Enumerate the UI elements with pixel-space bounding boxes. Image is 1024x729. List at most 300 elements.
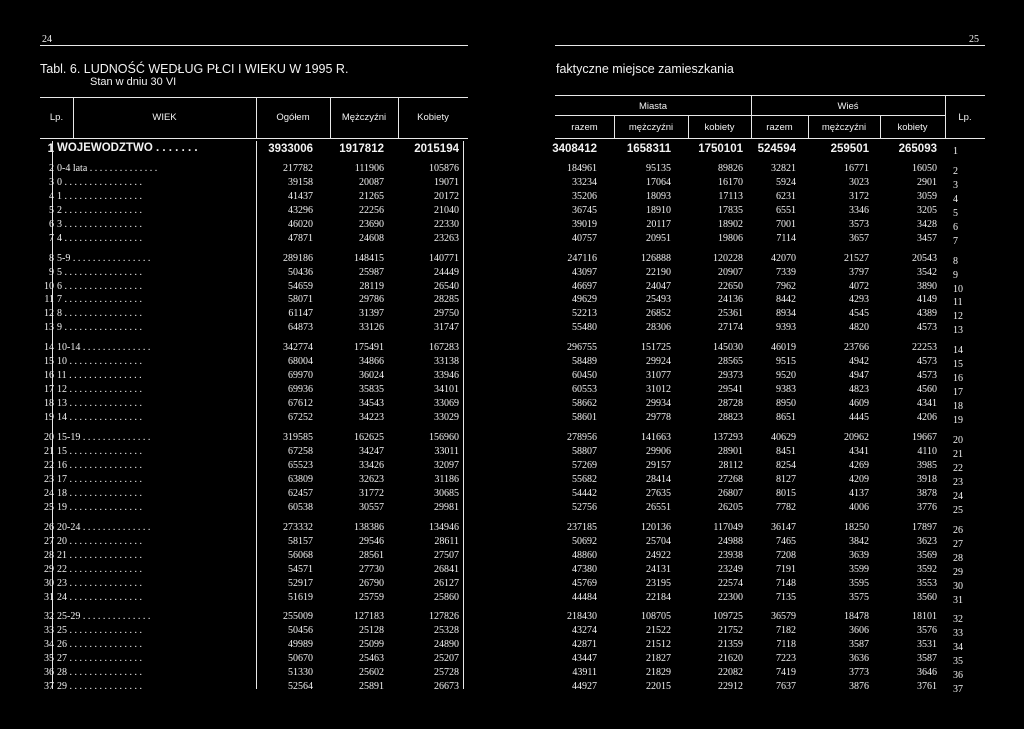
row-30-value-4: 45769 [572,578,597,589]
row-30-value-9: 3553 [917,578,937,589]
row-34-value-3: 24890 [434,639,459,650]
row-19-value-4: 58601 [572,412,597,423]
row-32-value-5: 108705 [641,611,671,622]
row-22-value-7: 8254 [776,460,796,471]
row-9-value-3: 24449 [434,267,459,278]
row-23-value-5: 28414 [646,474,671,485]
row-24-value-5: 27635 [646,488,671,499]
row-20-value-8: 20962 [844,432,869,443]
row-11-value-1: 58071 [288,294,313,305]
row-24-value-6: 26807 [718,488,743,499]
left-header-bottom-rule [40,138,468,139]
row-19-label: 14 . . . . . . . . . . . . . . . [57,412,142,423]
row-11-value-9: 4149 [917,294,937,305]
row-24-value-3: 30685 [434,488,459,499]
row-8-lp: 8 [49,253,54,264]
row-28-lp-right: 28 [953,553,963,564]
row-4-value-6: 17113 [718,191,743,202]
row-26-lp: 26 [44,522,54,533]
row-17-value-1: 69936 [288,384,313,395]
top-rule-right [555,45,985,46]
row-23-value-6: 27268 [718,474,743,485]
row-13-label: 9 . . . . . . . . . . . . . . . . [57,322,142,333]
row-14-value-1: 342774 [283,342,313,353]
row-5-value-8: 3346 [849,205,869,216]
row-4-value-4: 35206 [572,191,597,202]
row-9-value-9: 3542 [917,267,937,278]
row-10-value-5: 24047 [646,281,671,292]
row-10-lp-right: 10 [953,284,963,295]
row-22-value-3: 32097 [434,460,459,471]
row-31-value-8: 3575 [849,592,869,603]
row-22-lp-right: 22 [953,463,963,474]
row-19-value-9: 4206 [917,412,937,423]
row-2-value-3: 105876 [429,163,459,174]
row-2-value-2: 111906 [354,163,384,174]
row-13-value-1: 64873 [288,322,313,333]
row-24-value-1: 62457 [288,488,313,499]
row-24-label: 18 . . . . . . . . . . . . . . . [57,488,142,499]
row-11-value-4: 49629 [572,294,597,305]
header-miasta-mezczyzni: mężczyźni [628,122,674,133]
row-3-lp: 3 [49,177,54,188]
row-7-value-3: 23263 [434,233,459,244]
row-15-lp-right: 15 [953,359,963,370]
row-5-value-5: 18910 [646,205,671,216]
row-12-value-3: 29750 [434,308,459,319]
row-6-lp-right: 6 [953,222,958,233]
row-13-lp: 13 [44,322,54,333]
row-21-lp: 21 [44,446,54,457]
row-2-value-4: 184961 [567,163,597,174]
row-33-value-4: 43274 [572,625,597,636]
row-27-value-7: 7465 [776,536,796,547]
row-14-value-5: 151725 [641,342,671,353]
row-32-lp-right: 32 [953,614,963,625]
row-22-value-4: 57269 [572,460,597,471]
header-miasta-kobiety: kobiety [704,122,735,133]
row-16-value-3: 33946 [434,370,459,381]
row-2-value-9: 16050 [912,163,937,174]
row-37-value-6: 22912 [718,681,743,692]
row-33-value-5: 21522 [646,625,671,636]
row-2-value-8: 16771 [844,163,869,174]
row-27-value-5: 25704 [646,536,671,547]
row-27-value-3: 28611 [434,536,459,547]
row-36-value-3: 25728 [434,667,459,678]
row-20-value-2: 162625 [354,432,384,443]
row-37-lp: 37 [44,681,54,692]
row-23-value-3: 31186 [434,474,459,485]
row-31-label: 24 . . . . . . . . . . . . . . . [57,592,142,603]
row-30-label: 23 . . . . . . . . . . . . . . . [57,578,142,589]
row-1-value-6: 1750101 [698,143,743,155]
header-wies: Wieś [837,101,859,112]
row-25-value-6: 26205 [718,502,743,513]
row-9-value-2: 25987 [359,267,384,278]
row-17-value-7: 9383 [776,384,796,395]
row-10-value-4: 46697 [572,281,597,292]
row-18-value-1: 67612 [288,398,313,409]
row-23-value-4: 55682 [572,474,597,485]
row-20-value-7: 40629 [771,432,796,443]
row-8-value-5: 126888 [641,253,671,264]
left-body-right-edge [463,141,464,689]
row-18-value-3: 33069 [434,398,459,409]
row-13-value-9: 4573 [917,322,937,333]
row-29-label: 22 . . . . . . . . . . . . . . . [57,564,142,575]
row-10-value-1: 54659 [288,281,313,292]
row-20-label: 15-19 . . . . . . . . . . . . . . [57,432,151,443]
row-34-value-8: 3587 [849,639,869,650]
row-20-value-3: 156960 [429,432,459,443]
row-19-lp: 19 [44,412,54,423]
row-17-label: 12 . . . . . . . . . . . . . . . [57,384,142,395]
row-6-value-4: 39019 [572,219,597,230]
row-28-value-6: 23938 [718,550,743,561]
row-21-label: 15 . . . . . . . . . . . . . . . [57,446,142,457]
row-2-value-6: 89826 [718,163,743,174]
row-17-value-5: 31012 [646,384,671,395]
row-31-lp: 31 [44,592,54,603]
row-29-lp-right: 29 [953,567,963,578]
row-5-value-9: 3205 [917,205,937,216]
row-29-value-3: 26841 [434,564,459,575]
row-22-value-9: 3985 [917,460,937,471]
row-2-lp: 2 [49,163,54,174]
row-29-value-4: 47380 [572,564,597,575]
row-8-value-7: 42070 [771,253,796,264]
left-page-number: 24 [42,34,52,45]
row-36-value-6: 22082 [718,667,743,678]
row-15-value-7: 9515 [776,356,796,367]
row-9-value-5: 22190 [646,267,671,278]
row-26-value-3: 134946 [429,522,459,533]
row-22-value-1: 65523 [288,460,313,471]
row-6-value-6: 18902 [718,219,743,230]
row-5-lp-right: 5 [953,208,958,219]
row-34-value-6: 21359 [718,639,743,650]
row-1-value-3: 2015194 [414,143,459,155]
row-7-value-9: 3457 [917,233,937,244]
row-4-value-8: 3172 [849,191,869,202]
row-28-lp: 28 [44,550,54,561]
row-6-value-2: 23690 [359,219,384,230]
row-12-label: 8 . . . . . . . . . . . . . . . . [57,308,142,319]
row-2-value-1: 217782 [283,163,313,174]
right-page-number: 25 [969,34,979,45]
row-34-value-5: 21512 [646,639,671,650]
row-14-value-7: 46019 [771,342,796,353]
row-35-lp-right: 35 [953,656,963,667]
row-29-lp: 29 [44,564,54,575]
row-33-lp: 33 [44,625,54,636]
row-1-lp: 1 [47,143,54,155]
row-24-lp-right: 24 [953,491,963,502]
row-17-value-6: 29541 [718,384,743,395]
row-11-value-5: 25493 [646,294,671,305]
row-36-lp: 36 [44,667,54,678]
row-22-lp: 22 [44,460,54,471]
row-17-value-4: 60553 [572,384,597,395]
row-4-lp-right: 4 [953,194,958,205]
row-34-label: 26 . . . . . . . . . . . . . . . [57,639,142,650]
row-12-value-2: 31397 [359,308,384,319]
row-1-value-1: 3933006 [268,143,313,155]
row-7-value-5: 20951 [646,233,671,244]
row-24-value-9: 3878 [917,488,937,499]
row-25-value-7: 7782 [776,502,796,513]
row-32-label: 25-29 . . . . . . . . . . . . . . [57,611,151,622]
row-6-lp: 6 [49,219,54,230]
row-16-lp-right: 16 [953,373,963,384]
row-25-value-2: 30557 [359,502,384,513]
row-21-value-5: 29906 [646,446,671,457]
row-3-value-6: 16170 [718,177,743,188]
row-28-label: 21 . . . . . . . . . . . . . . . [57,550,142,561]
row-28-value-3: 27507 [434,550,459,561]
row-24-value-7: 8015 [776,488,796,499]
row-34-value-7: 7118 [776,639,796,650]
row-11-value-3: 28285 [434,294,459,305]
row-35-lp: 35 [44,653,54,664]
row-26-value-1: 273332 [283,522,313,533]
row-8-value-1: 289186 [283,253,313,264]
row-12-value-1: 61147 [288,308,313,319]
row-10-value-2: 28119 [359,281,384,292]
row-28-value-8: 3639 [849,550,869,561]
row-9-label: 5 . . . . . . . . . . . . . . . . [57,267,142,278]
row-11-lp: 11 [44,294,54,305]
row-22-value-6: 28112 [718,460,743,471]
row-30-value-6: 22574 [718,578,743,589]
row-3-value-1: 39158 [288,177,313,188]
row-1-lp-right: 1 [953,146,958,157]
row-14-value-9: 22253 [912,342,937,353]
row-12-lp-right: 12 [953,311,963,322]
row-9-value-6: 20907 [718,267,743,278]
row-21-value-8: 4341 [849,446,869,457]
row-21-value-7: 8451 [776,446,796,457]
row-35-value-1: 50670 [288,653,313,664]
row-32-value-3: 127826 [429,611,459,622]
row-1-value-7: 524594 [757,143,796,155]
table-title: Tabl. 6. LUDNOŚĆ WEDŁUG PŁCI I WIEKU W 1995 R. [40,62,349,76]
row-29-value-1: 54571 [288,564,313,575]
row-3-label: 0 . . . . . . . . . . . . . . . . [57,177,142,188]
row-26-lp-right: 26 [953,525,963,536]
row-37-value-7: 7637 [776,681,796,692]
row-35-value-6: 21620 [718,653,743,664]
row-32-lp: 32 [44,611,54,622]
row-25-value-3: 29981 [434,502,459,513]
row-9-value-7: 7339 [776,267,796,278]
row-26-value-2: 138386 [354,522,384,533]
row-14-lp: 14 [44,342,54,353]
row-26-value-7: 36147 [771,522,796,533]
row-17-value-9: 4560 [917,384,937,395]
row-27-value-6: 24988 [718,536,743,547]
row-22-label: 16 . . . . . . . . . . . . . . . [57,460,142,471]
row-19-value-7: 8651 [776,412,796,423]
header-wiek: WIEK [152,112,177,123]
row-3-lp-right: 3 [953,180,958,191]
row-16-value-1: 69970 [288,370,313,381]
row-22-value-8: 4269 [849,460,869,471]
row-1-value-2: 1917812 [339,143,384,155]
row-31-value-3: 25860 [434,592,459,603]
row-23-value-9: 3918 [917,474,937,485]
row-3-value-7: 5924 [776,177,796,188]
row-28-value-7: 7208 [776,550,796,561]
row-13-value-8: 4820 [849,322,869,333]
row-14-value-3: 167283 [429,342,459,353]
row-13-value-2: 33126 [359,322,384,333]
row-35-value-9: 3587 [917,653,937,664]
row-31-value-1: 51619 [288,592,313,603]
row-14-value-2: 175491 [354,342,384,353]
row-35-value-7: 7223 [776,653,796,664]
row-18-value-6: 28728 [718,398,743,409]
row-7-lp-right: 7 [953,236,958,247]
row-17-value-2: 35835 [359,384,384,395]
row-35-label: 27 . . . . . . . . . . . . . . . [57,653,142,664]
row-30-value-1: 52917 [288,578,313,589]
row-32-value-2: 127183 [354,611,384,622]
row-13-value-3: 31747 [434,322,459,333]
row-26-value-9: 17897 [912,522,937,533]
row-6-value-5: 20117 [646,219,671,230]
row-36-value-9: 3646 [917,667,937,678]
right-header-top-rule [555,95,985,96]
header-lp: Lp. [49,112,64,123]
row-15-label: 10 . . . . . . . . . . . . . . . [57,356,142,367]
row-27-lp: 27 [44,536,54,547]
row-3-value-2: 20087 [359,177,384,188]
row-23-lp: 23 [44,474,54,485]
row-15-value-4: 58489 [572,356,597,367]
row-16-lp: 16 [44,370,54,381]
row-18-label: 13 . . . . . . . . . . . . . . . [57,398,142,409]
row-24-value-8: 4137 [849,488,869,499]
row-31-value-2: 25759 [359,592,384,603]
row-16-value-6: 29373 [718,370,743,381]
row-2-label: 0-4 lata . . . . . . . . . . . . . . [57,163,158,174]
row-18-lp-right: 18 [953,401,963,412]
row-33-label: 25 . . . . . . . . . . . . . . . [57,625,142,636]
row-4-value-7: 6231 [776,191,796,202]
row-12-value-6: 25361 [718,308,743,319]
row-25-lp-right: 25 [953,505,963,516]
row-3-value-3: 19071 [434,177,459,188]
row-33-value-1: 50456 [288,625,313,636]
row-2-value-7: 32821 [771,163,796,174]
row-34-value-1: 49989 [288,639,313,650]
row-7-label: 4 . . . . . . . . . . . . . . . . [57,233,142,244]
row-11-lp-right: 11 [953,297,963,308]
row-31-value-9: 3560 [917,592,937,603]
row-17-value-3: 34101 [434,384,459,395]
row-11-value-2: 29786 [359,294,384,305]
row-37-value-2: 25891 [359,681,384,692]
row-6-value-8: 3573 [849,219,869,230]
row-24-value-2: 31772 [359,488,384,499]
row-5-value-2: 22256 [359,205,384,216]
row-4-value-5: 18093 [646,191,671,202]
row-17-value-8: 4823 [849,384,869,395]
row-37-label: 29 . . . . . . . . . . . . . . . [57,681,142,692]
row-21-value-3: 33011 [434,446,459,457]
row-10-value-3: 26540 [434,281,459,292]
row-3-value-4: 33234 [572,177,597,188]
row-34-lp: 34 [44,639,54,650]
row-37-lp-right: 37 [953,684,963,695]
row-14-lp-right: 14 [953,345,963,356]
row-7-value-4: 40757 [572,233,597,244]
header-miasta-razem: razem [571,122,598,133]
row-30-lp: 30 [44,578,54,589]
row-12-value-5: 26852 [646,308,671,319]
row-16-value-4: 60450 [572,370,597,381]
row-35-value-2: 25463 [359,653,384,664]
row-31-value-5: 22184 [646,592,671,603]
row-17-lp: 17 [44,384,54,395]
row-4-lp: 4 [49,191,54,202]
row-16-value-2: 36024 [359,370,384,381]
row-11-value-7: 8442 [776,294,796,305]
row-2-lp-right: 2 [953,166,958,177]
row-8-value-2: 148415 [354,253,384,264]
row-5-value-3: 21040 [434,205,459,216]
row-33-value-6: 21752 [718,625,743,636]
row-27-value-1: 58157 [288,536,313,547]
row-32-value-4: 218430 [567,611,597,622]
row-12-lp: 12 [44,308,54,319]
row-35-value-4: 43447 [572,653,597,664]
row-14-label: 10-14 . . . . . . . . . . . . . . [57,342,151,353]
row-9-value-4: 43097 [572,267,597,278]
row-18-value-9: 4341 [917,398,937,409]
left-header-top-rule [40,97,468,98]
row-29-value-6: 23249 [718,564,743,575]
row-19-value-6: 28823 [718,412,743,423]
row-4-value-1: 41437 [288,191,313,202]
row-21-lp-right: 21 [953,449,963,460]
row-20-value-6: 137293 [713,432,743,443]
row-2-value-5: 95135 [646,163,671,174]
row-29-value-5: 24131 [646,564,671,575]
row-13-lp-right: 13 [953,325,963,336]
row-8-value-9: 20543 [912,253,937,264]
row-8-label: 5-9 . . . . . . . . . . . . . . . . [57,253,151,264]
row-6-value-7: 7001 [776,219,796,230]
row-16-value-5: 31077 [646,370,671,381]
row-21-value-6: 28901 [718,446,743,457]
row-29-value-9: 3592 [917,564,937,575]
row-26-value-8: 18250 [844,522,869,533]
row-10-label: 6 . . . . . . . . . . . . . . . . [57,281,142,292]
row-11-value-8: 4293 [849,294,869,305]
row-33-value-7: 7182 [776,625,796,636]
row-27-value-8: 3842 [849,536,869,547]
row-15-value-3: 33138 [434,356,459,367]
row-21-value-9: 4110 [917,446,937,457]
row-20-value-9: 19667 [912,432,937,443]
row-29-value-8: 3599 [849,564,869,575]
row-33-lp-right: 33 [953,628,963,639]
row-31-value-7: 7135 [776,592,796,603]
row-8-value-6: 120228 [713,253,743,264]
